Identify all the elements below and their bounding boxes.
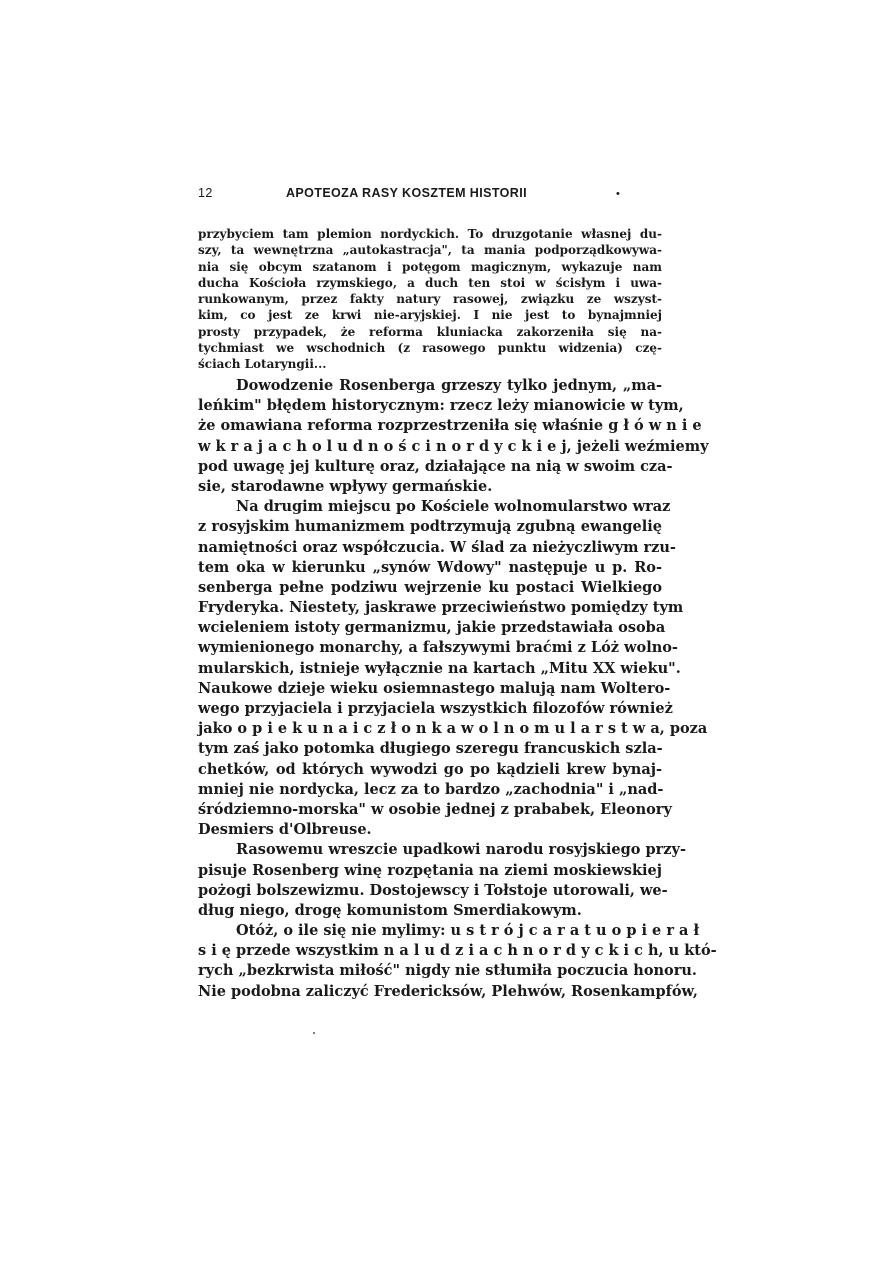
body-line: pisuje Rosenberg winę rozpętania na ziemi moskiewskiej bbox=[198, 861, 662, 879]
paragraph-first-line: Otóż, o ile się nie mylimy: u s t r ó j c a r a t u o p i e r a ł bbox=[236, 922, 700, 940]
quotation-block bbox=[198, 226, 662, 373]
speck-mark bbox=[313, 1032, 315, 1034]
body-line: wymienionego monarchy, a fałszywymi braćmi z Lóż wolno- bbox=[198, 639, 678, 657]
paragraph-first-line: Dowodzenie Rosenberga grzeszy tylko jednym, „ma- bbox=[236, 377, 662, 394]
body-line: tym zaś jako potomka długiego szeregu francuskich szla- bbox=[198, 740, 663, 758]
body-line: senberga pełne podziwu wejrzenie ku postaci Wielkiego bbox=[198, 578, 662, 596]
quote-line: kim, co jest ze krwi nie-aryjskiej. I nie jest to bynajmniej bbox=[198, 308, 662, 323]
body-line: z rosyjskim humanizmem podtrzymują zgubną ewangelię bbox=[198, 518, 662, 536]
body-line: pod uwagę jej kulturę oraz, działające na nią w swoim cza- bbox=[198, 457, 673, 475]
body-line: w k r a j a c h o l u d n o ś c i n o r d y c k i e j, jeżeli weźmiemy bbox=[198, 437, 709, 455]
quote-line: ducha Kościoła rzymskiego, a duch ten stoi w ścisłym i uwa- bbox=[198, 275, 662, 290]
body-line: tem oka w kierunku „synów Wdowy" następuje u p. Ro- bbox=[198, 558, 662, 576]
paragraph-first-line: Rasowemu wreszcie upadkowi narodu rosyjskiego przy- bbox=[236, 841, 686, 859]
running-header bbox=[198, 186, 662, 206]
body-line: mniej nie nordycka, lecz za to bardzo „zachodnia" i „nad- bbox=[198, 780, 664, 798]
body-line: s i ę przede wszystkim n a l u d z i a c h n o r d y c k i c h, u któ- bbox=[198, 942, 717, 960]
body-line: sie, starodawne wpływy germańskie. bbox=[198, 477, 493, 495]
body-line: namiętności oraz współczucia. W ślad za nieżyczliwym rzu- bbox=[198, 538, 676, 556]
quote-line: prosty przypadek, że reforma kluniacka zakorzeniła się na- bbox=[198, 324, 662, 339]
body-line: mularskich, istnieje wyłącznie na kartach „Mitu XX wieku". bbox=[198, 659, 681, 677]
quote-line: przybyciem tam plemion nordyckich. To druzgotanie własnej du- bbox=[198, 227, 662, 241]
book-page bbox=[198, 186, 717, 1000]
body-line: wcieleniem istoty germanizmu, jakie przedstawiała osoba bbox=[198, 619, 666, 637]
body-line: śródziemno-morska" w osobie jednej z prababek, Eleonory bbox=[198, 800, 672, 818]
body-line: Desmiers d'Olbreuse. bbox=[198, 821, 372, 839]
body-line: chetków, od których wywodzi go po kądzieli krew bynaj- bbox=[198, 760, 662, 778]
body-line: że omawiana reforma rozprzestrzeniła się właśnie g ł ó w n i e bbox=[198, 417, 702, 435]
quote-line: ściach Lotaryngii... bbox=[198, 357, 327, 372]
body-line: dług niego, drogę komunistom Smerdiakowym. bbox=[198, 901, 582, 919]
body-line: Nie podobna zaliczyć Fredericksów, Plehwów, Rosenkampfów, bbox=[198, 982, 698, 1000]
page-number: 12 bbox=[198, 186, 213, 200]
body-line: leńkim" błędem historycznym: rzecz leży mianowicie w tym, bbox=[198, 397, 684, 415]
body-line: pożogi bolszewizmu. Dostojewscy i Tołstoje utorowali, we- bbox=[198, 881, 668, 899]
quote-line: runkowanym, przez fakty natury rasowej, związku ze wszyst- bbox=[198, 292, 662, 307]
body-line: jako o p i e k u n a i c z ł o n k a w o l n o m u l a r s t w a, poza bbox=[198, 720, 708, 738]
quote-line: nia się obcym szatanom i potęgom magicznym, wykazuje nam bbox=[198, 259, 662, 274]
body-line: Naukowe dzieje wieku osiemnastego malują nam Woltero- bbox=[198, 679, 671, 697]
quote-line: szy, ta wewnętrzna „autokastracja", ta mania podporządkowywa- bbox=[198, 243, 662, 258]
quote-line: tychmiast we wschodnich (z rasowego punktu widzenia) czę- bbox=[198, 341, 662, 356]
body-text bbox=[198, 376, 717, 1002]
paragraph-first-line: Na drugim miejscu po Kościele wolnomularstwo wraz bbox=[236, 498, 671, 516]
body-line: Fryderyka. Niestety, jaskrawe przeciwieństwo pomiędzy tym bbox=[198, 599, 684, 617]
corner-mark: • bbox=[616, 188, 621, 200]
running-title: APOTEOZA RASY KOSZTEM HISTORII bbox=[286, 186, 527, 200]
body-line: rych „bezkrwista miłość" nigdy nie stłumiła poczucia honoru. bbox=[198, 962, 697, 980]
body-line: wego przyjaciela i przyjaciela wszystkich filozofów również bbox=[198, 700, 673, 717]
